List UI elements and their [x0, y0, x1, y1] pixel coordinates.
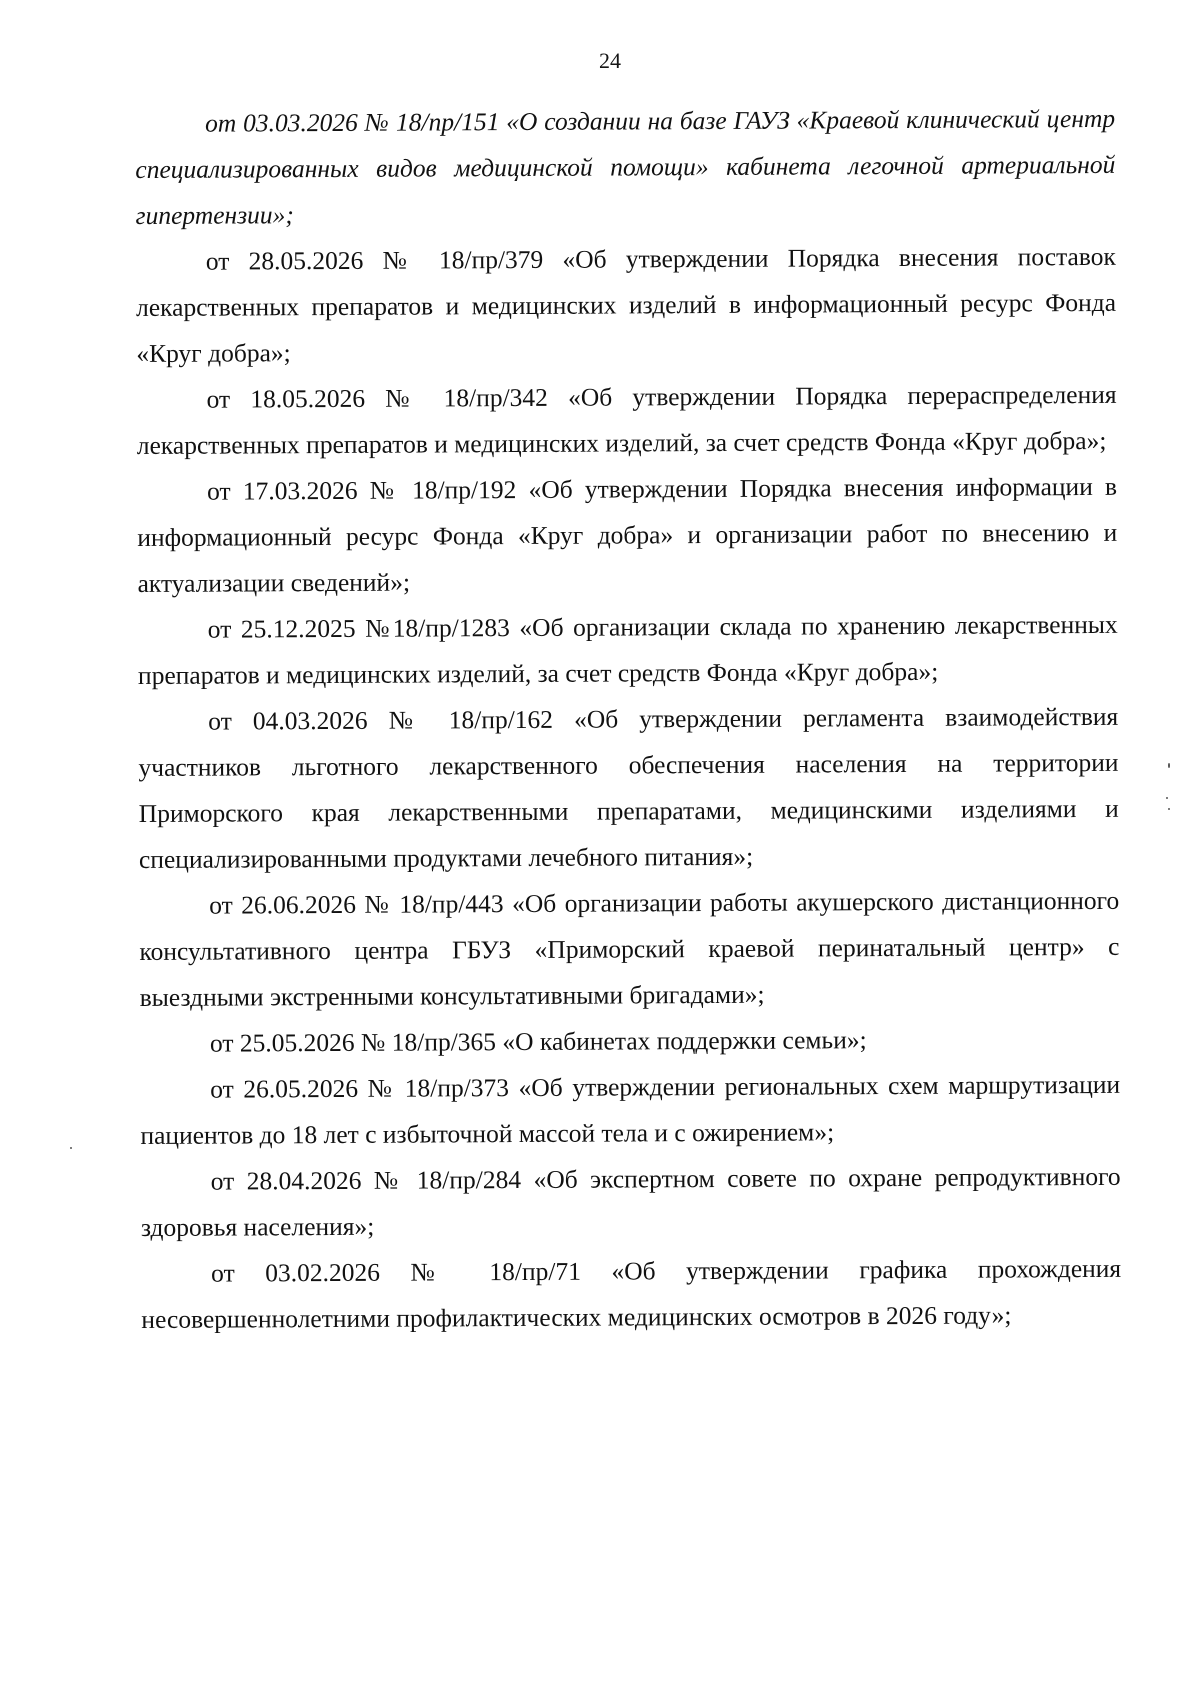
list-item: от 17.03.2026 № 18/пр/192 «Об утверждении Порядка внесения информации в информационный ресурс Фонда «Круг добра» и организации работ по внесению и актуализации сведений»; — [137, 471, 1118, 598]
list-item: от 25.05.2026 № 18/пр/365 «О кабинетах поддержки семьи»; — [209, 1025, 867, 1058]
list-item: от 26.06.2026 № 18/пр/443 «Об организации работы акушерского дистанционного консультативного центра ГБУЗ «Приморский краевой перинатальный центр» с выездными экстренными консультативными бригадами»; — [139, 885, 1120, 1012]
list-item: от 26.05.2026 № 18/пр/373 «Об утверждении региональных схем маршрутизации пациентов до 18 лет с избыточной массой тела и с ожирением»; — [140, 1069, 1121, 1150]
scan-speck — [1168, 763, 1170, 768]
list-item: от 03.03.2026 № 18/пр/151 «О создании на базе ГАУЗ «Краевой клинический центр специализированных видов медицинской помощи» кабинета легочной артериальной гипертензии»; — [135, 103, 1116, 230]
list-item: от 04.03.2026 № 18/пр/162 «Об утверждении регламента взаимодействия участников льготного лекарственного обеспечения населения на территории Приморского края лекарственными препаратами, медицинскими изделиями и специализированными продуктами лечебного питания»; — [138, 701, 1119, 874]
list-item: от 18.05.2026 № 18/пр/342 «Об утверждении Порядка перераспределения лекарственных препаратов и медицинских изделий, за счет средств Фонда «Круг добра»; — [136, 379, 1117, 460]
scan-speck — [1168, 808, 1170, 810]
scan-speck — [1166, 797, 1168, 799]
body-text — [135, 96, 1121, 1343]
list-item: от 03.02.2026 № 18/пр/71 «Об утверждении графика прохождения несовершеннолетними профилактических медицинских осмотров в 2026 году»; — [141, 1253, 1122, 1334]
list-item: от 28.05.2026 № 18/пр/379 «Об утверждении Порядка внесения поставок лекарственных препаратов и медицинских изделий в информационный ресурс Фонда «Круг добра»; — [136, 241, 1117, 368]
list-item: от 28.04.2026 № 18/пр/284 «Об экспертном совете по охране репродуктивного здоровья населения»; — [140, 1161, 1121, 1242]
page-number: 24 — [599, 48, 621, 73]
list-item: от 25.12.2025 №18/пр/1283 «Об организации склада по хранению лекарственных препаратов и медицинских изделий, за счет средств Фонда «Круг добра»; — [137, 609, 1118, 690]
scan-speck — [70, 1147, 72, 1149]
